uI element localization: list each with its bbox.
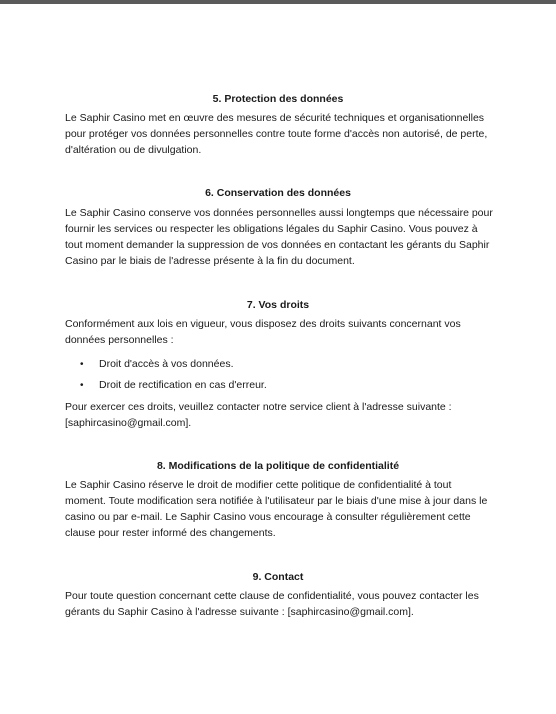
section-paragraph-protection: Le Saphir Casino met en œuvre des mesures de sécurité techniques et organisationnelles pour protéger vos données personnelles contre toute forme d'accès non autorisé, de perte, d'altération ou de divulgation. — [65, 112, 488, 156]
section-heading-protection: 5. Protection des données — [212, 93, 344, 105]
section-paragraph-conservation: Le Saphir Casino conserve vos données personnelles aussi longtemps que nécessaire pour fournir les services ou respecter les obligations légales du Saphir Casino. Vous pouvez à tout moment demander la suppression de vos données en contactant les gérants du Saphir Casino par le biais de l'adresse présente à la fin du document. — [65, 207, 493, 267]
list-item-text: Droit de rectification en cas d'erreur. — [99, 379, 267, 391]
bullet-icon: • — [80, 380, 84, 391]
bullet-icon: • — [80, 359, 84, 370]
section-heading-droits: 7. Vos droits — [246, 299, 310, 311]
section-paragraph-droits-intro: Conformément aux lois en vigueur, vous disposez des droits suivants concernant vos données personnelles : — [65, 318, 461, 346]
section-heading-conservation: 6. Conservation des données — [205, 187, 351, 199]
section-heading-modifications: 8. Modifications de la politique de confidentialité — [156, 460, 400, 472]
section-paragraph-contact: Pour toute question concernant cette clause de confidentialité, vous pouvez contacter les gérants du Saphir Casino à l'adresse suivante : [saphircasino@gmail.com]. — [65, 590, 479, 618]
list-item — [80, 357, 500, 372]
list-item — [80, 378, 500, 393]
section-paragraph-modifications: Le Saphir Casino réserve le droit de modifier cette politique de confidentialité à tout moment. Toute modification sera notifiée à l'utilisateur par le biais d'une mise à jour dans le casino ou par e-mail. Le Saphir Casino vous encourage à consulter régulièrement cette clause pour rester informé des changements. — [65, 479, 488, 539]
list-item-text: Droit d'accès à vos données. — [99, 358, 234, 370]
section-heading-contact: 9. Contact — [252, 571, 304, 583]
section-paragraph-droits-outro: Pour exercer ces droits, veuillez contacter notre service client à l'adresse suivante : [saphircasino@gmail.com]. — [65, 401, 452, 429]
